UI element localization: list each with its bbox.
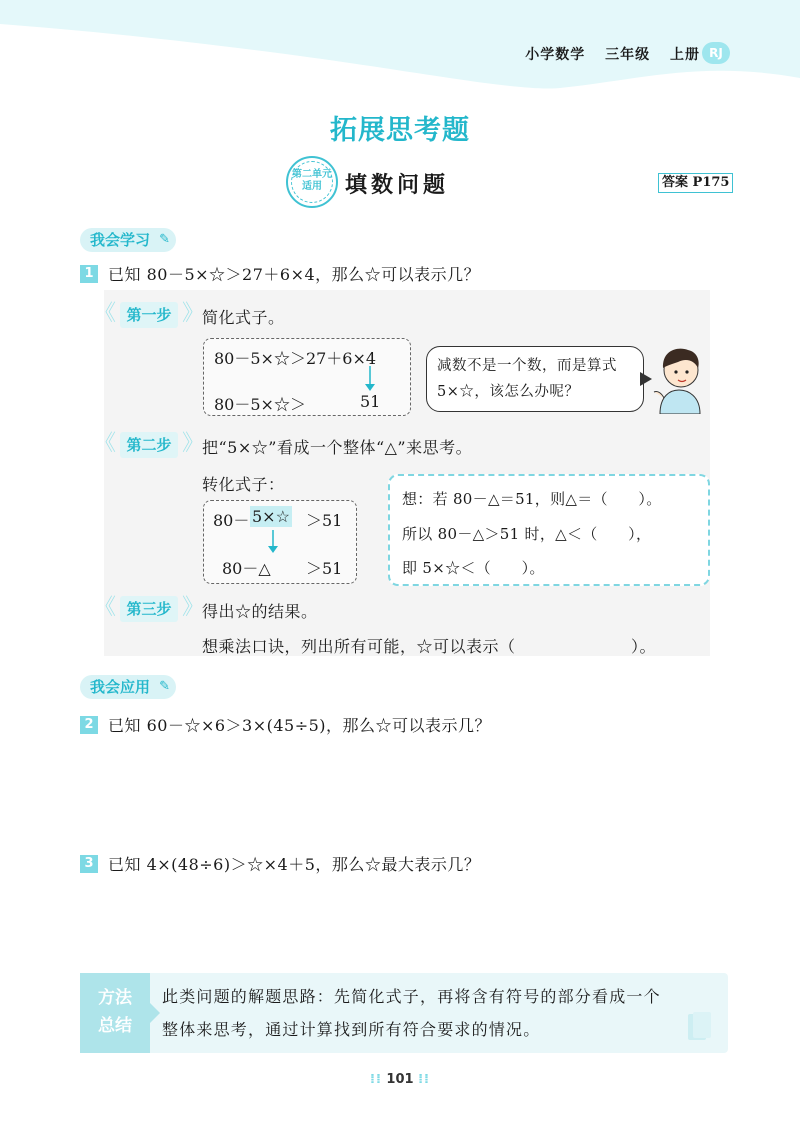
step-3-text: 得出☆的结果。 [202,602,318,621]
step-1-expr-top: 80－5×☆＞27＋6×4 [214,349,377,368]
step-1-expr-bottom-right: 51 [360,392,381,411]
step-2-expr-top-a: 80－ [213,511,250,530]
header-meta [511,44,700,64]
step-2-subtext: 转化式子： [202,475,285,494]
header-subject: 小学数学 [525,47,586,63]
bubble-line-1: 减数不是一个数，而是算式 [437,358,617,374]
step-2-expr-highlight: 5×☆ [252,507,290,526]
think-line-2: 所以 80－△＞51 时，△＜（ ）， [402,525,652,543]
answer-reference [658,173,733,193]
method-summary-label [80,973,150,1053]
question-1-text: 已知 80－5×☆＞27＋6×4，那么☆可以表示几？ [108,265,481,284]
method-line-1: 此类问题的解题思路：先简化式子，再将含有符号的部分看成一个 [162,987,661,1006]
section-tag-apply [80,675,176,699]
page-number-left-dots: ⁞⁞ [370,1072,382,1087]
step-1-expr-bottom-left: 80－5×☆＞ [214,395,306,414]
step-3-label: 第三步 [120,596,177,622]
speech-bubble [426,346,644,412]
step-2-label: 第二步 [120,432,177,458]
step-3-tag [106,596,192,622]
method-label-line1: 方法 [98,988,132,1008]
question-number-2: 2 [80,716,98,734]
step-1-text: 简化式子。 [202,308,285,327]
step-1-label: 第一步 [120,302,177,328]
header-volume: 上册 [670,47,700,63]
section-tag-learn [80,228,176,252]
step-2-tag [106,432,192,458]
unit-seal-line1: 第二单元 [292,169,332,180]
method-line-2: 整体来思考，通过计算找到所有符合要求的情况。 [162,1020,541,1039]
unit-seal [286,156,338,208]
bookmark-icon [684,1010,714,1044]
think-line-1: 想：若 80－△＝51，则△＝（ ）。 [402,490,662,508]
step-2-text: 把“5×☆”看成一个整体“△”来思考。 [202,438,473,457]
step-2-expr-bottom-a: 80－△ [222,559,271,578]
step-1-tag [106,302,192,328]
step-3-subtext: 想乘法口诀，列出所有可能，☆可以表示（ ）。 [202,637,657,656]
edition-badge: RJ [702,42,730,64]
page-number [0,1072,800,1087]
page-number-value: 101 [386,1072,414,1087]
answer-page: P175 [692,175,730,190]
question-2-text: 已知 60－☆×6＞3×(45÷5)，那么☆可以表示几？ [108,716,492,735]
sub-title: 填数问题 [345,173,450,198]
section-tag-apply-label: 我会应用 [90,678,151,696]
bubble-line-2: 5×☆，该怎么办呢？ [437,384,580,400]
page-title: 拓展思考题 [330,115,470,146]
think-line-3: 即 5×☆＜（ ）。 [402,559,545,577]
question-3-text: 已知 4×(48÷6)＞☆×4＋5，那么☆最大表示几？ [108,855,481,874]
boy-character-illustration [648,340,710,414]
pencil-icon: ✎ [159,679,171,694]
method-summary-text [162,980,722,1046]
method-label-line2: 总结 [98,1016,132,1036]
down-arrow-icon [267,530,279,554]
pencil-icon: ✎ [159,232,171,247]
step-2-expr-top-c: ＞51 [306,511,343,530]
page-number-right-dots: ⁞⁞ [418,1072,430,1087]
step-2-expr-bottom-b: ＞51 [306,559,343,578]
down-arrow-icon [364,366,376,392]
answer-label: 答案 [662,175,689,190]
unit-seal-line2: 适用 [302,181,322,192]
section-tag-learn-label: 我会学习 [90,231,151,249]
question-number-1: 1 [80,265,98,283]
question-number-3: 3 [80,855,98,873]
header-grade: 三年级 [605,47,651,63]
